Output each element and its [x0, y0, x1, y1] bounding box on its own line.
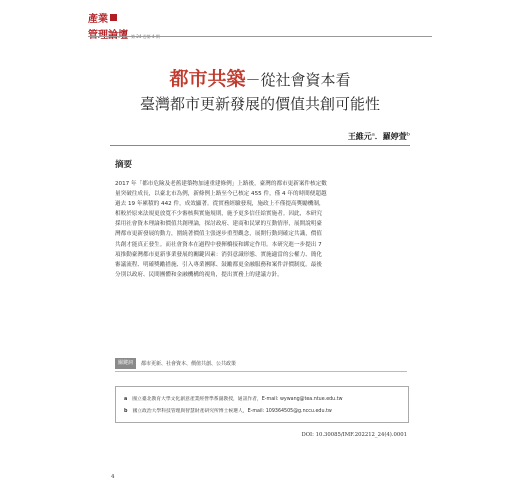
abstract-line: 分別以政府、民間團體和金融機構的視角，提出實務上的建議方針。: [115, 271, 283, 278]
page-number: 4: [111, 474, 115, 480]
article-title-separator: －: [245, 71, 261, 89]
keywords-text: 都市更新、社會資本、價值共創、公共政策: [141, 361, 237, 367]
masthead-issue: 第 24 卷第 4 期: [131, 34, 160, 39]
abstract-line: 共創才能真正發生。而社會資本在過程中發揮橋接和綁定作用。本研究進一步提出 7: [115, 241, 322, 248]
keywords-label: 關鍵詞: [115, 358, 136, 369]
abstract-line: 量突破往成長，以臺北市為例，新條例上路至今已核定 455 件，僅 4 年的時間便超越: [115, 191, 327, 198]
abstract-line: 審議流程、明確獎勵措施、引入專業團隊、鼓勵都更金融服務和案件評價制度。最後: [115, 261, 322, 268]
keywords-divider: [115, 371, 407, 372]
affiliation-item: [124, 407, 332, 414]
article-title-line2: 臺灣都市更新發展的價值共創可能性: [139, 95, 380, 113]
affiliation-marker: a: [124, 397, 128, 402]
abstract-line: 灣都市更新發展的動力，圍繞著價值主張逐步重塑觀念，展開行動到確定共識，價值: [115, 231, 322, 238]
doi: DOI: 10.30085/IMF.202212_24(4).0001: [301, 432, 407, 438]
affiliation-marker: b: [124, 409, 128, 414]
abstract-line: 相較於原來法規更放寬不少審核與實施規則，施予更多信任給實施者。因此，本研究: [115, 211, 322, 218]
abstract-body: [115, 179, 407, 280]
affiliations-box: [115, 386, 409, 423]
masthead-square-icon: [110, 14, 117, 21]
author-name: 羅婷萱: [382, 131, 407, 141]
article-title-line1: [0, 64, 520, 91]
abstract-line: 過去 19 年累積的 442 件，成效顯著。從實務經驗發現，施政上不僅提高獎勵機制，: [115, 201, 325, 208]
affiliation-text: 國立臺北教育大學文化創意產業經營學系副教授，通訊作者，E-mail: wywang@tea.ntue.edu.tw: [132, 397, 343, 402]
abstract-line: 項推動臺灣都市更新事業發展的關鍵因素：消弭意識形態、實施適當的公權力、簡化: [115, 251, 322, 258]
abstract-line: 2017 年「都市危險及老舊建築物加速重建條例」上路後，臺灣的都市更新案件核定數: [115, 181, 327, 187]
article-title-main: 都市共築: [169, 68, 246, 90]
article-title-rest: 從社會資本看: [260, 71, 351, 89]
affiliation-item: [124, 395, 343, 402]
affiliation-text: 國立政治大學科技管理與智慧財產研究所博士候選人，E-mail: 109364505@g.nccu.edu.tw: [132, 409, 332, 414]
author-list: [348, 131, 410, 142]
masthead-divider: [88, 36, 432, 37]
title-divider: [110, 145, 410, 146]
author-separator: ．: [374, 131, 383, 141]
masthead-title-line2: 管理論壇: [88, 30, 128, 41]
abstract-heading: 摘要: [115, 160, 133, 170]
author-affiliation-marker: b: [406, 131, 410, 138]
abstract-line: 採用社會資本理論和價值共創理論，探討政府、建商和民眾的互動情形，展開說明臺: [115, 221, 322, 228]
masthead-title-line1: 產業: [88, 14, 108, 25]
author-name: 王維元: [347, 131, 372, 141]
keywords-row: [115, 358, 407, 369]
author-affiliation-marker: a: [371, 131, 375, 138]
